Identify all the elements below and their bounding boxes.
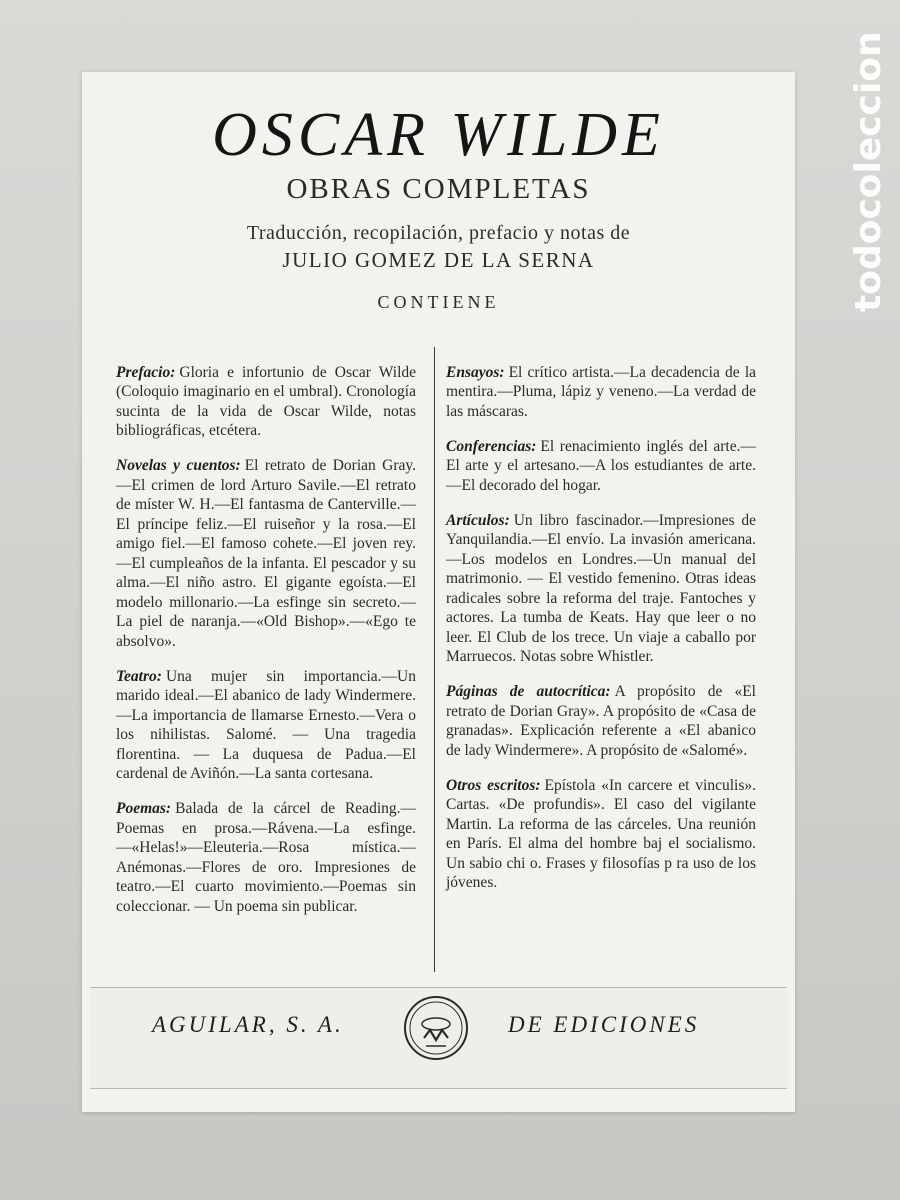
subtitle: OBRAS COMPLETAS [286, 173, 591, 205]
section-text: El crítico artista.—La decadencia de la mentira.—Pluma, lápiz y veneno.—La verdad de las máscaras. [446, 363, 756, 420]
section-heading: Teatro: [116, 667, 162, 685]
publisher-tagline: DE EDICIONES [508, 1012, 700, 1037]
page-title: OSCAR WILDE [212, 101, 665, 169]
section-text: Epístola «In carcere et vinculis». Cartas. «De profundis». El caso del vigilante Martin. La reforma de las cárceles. Una reunión en París. El alma del hombre baj el socialismo. Un sabio chi o. Frases y filosofías p ra uso de los jóvenes. [446, 776, 756, 891]
section-heading: Artículos: [446, 511, 510, 529]
catalog-sheet [82, 72, 795, 1112]
publisher-footer [90, 987, 787, 1089]
section-ensayos [446, 363, 756, 422]
section-text: Gloria e infortunio de Oscar Wilde (Coloquio imaginario en el umbral). Cronología sucinta de la vida de Oscar Wilde, notas bibliográficas, etcétera. [116, 363, 416, 439]
contents-heading: CONTIENE [377, 292, 500, 312]
section-heading: Otros escritos: [446, 776, 541, 794]
publisher-emblem-icon [402, 994, 470, 1062]
section-heading: Prefacio: [116, 363, 176, 381]
section-text: El renacimiento inglés del arte.—El arte y el artesano.—A los estudiantes de arte.—El decorado del hogar. [446, 437, 756, 494]
section-conferencias [446, 437, 756, 496]
site-watermark: todocoleccion [848, 31, 889, 312]
section-autocritica [446, 682, 756, 760]
section-heading: Conferencias: [446, 437, 537, 455]
section-text: El retrato de Dorian Gray.—El crimen de lord Arturo Savile.—El retrato de míster W. H.—El fantasma de Canterville.—El príncipe feliz.—El ruiseñor y la rosa.—El amigo fiel.—El famoso cohete.—El joven rey.—El cumpleaños de la infanta. El pescador y su alma.—El niño astro. El gigante egoísta.—El modelo millonario.—La esfinge sin secreto.—La piel de naranja.—«Old Bishop».—«Ego te absolvo». [116, 457, 416, 650]
section-novelas [116, 456, 416, 651]
section-text: A propósito de «El retrato de Dorian Gray». A propósito de «Casa de granadas». Explicación referente a «El abanico de lady Windermere». A propósito de «Salomé». [446, 683, 756, 759]
section-prefacio [116, 363, 416, 441]
section-heading: Ensayos: [446, 363, 505, 381]
section-heading: Páginas de autocrítica: [446, 683, 611, 700]
publisher-name: AGUILAR, S. A. [152, 1012, 344, 1037]
column-divider [434, 347, 435, 972]
section-heading: Novelas y cuentos: [116, 457, 241, 474]
contents-columns [116, 347, 761, 977]
translator-name: JULIO GOMEZ DE LA SERNA [282, 248, 595, 272]
section-text: Balada de la cárcel de Reading.—Poemas en prosa.—Rávena.—La esfinge.—«Helas!»—Eleuteria.—Rosa mística.—Anémonas.—Flores de oro. Impresiones de teatro.—El cuarto movimiento.—Poemas sin coleccionar. — Un poema sin publicar. [116, 800, 416, 915]
header [82, 100, 795, 314]
left-column [116, 347, 416, 922]
section-teatro [116, 667, 416, 784]
right-column [446, 347, 756, 899]
section-poemas [116, 799, 416, 916]
section-articulos [446, 511, 756, 667]
section-heading: Poemas: [116, 800, 172, 817]
section-text: Una mujer sin importancia.—Un marido ideal.—El abanico de lady Windermere.—La importancia de llamarse Ernesto.—Vera o los nihilistas. Salomé. — Una tragedia florentina. — La duquesa de Padua.—El cardenal de Aviñón.—La santa cortesana. [116, 667, 416, 782]
credit-line: Traducción, recopilación, prefacio y notas de [246, 222, 631, 244]
section-otros-escritos [446, 776, 756, 893]
section-text: Un libro fascinador.—Impresiones de Yanquilandia.—El envío. La invasión americana.—Los modelos en Londres.—Un manual del matrimonio. — El vestido femenino. Otras ideas radicales sobre la reforma del traje. Fantoches y actores. La tumba de Keats. Hay que leer o no leer. El Club de los trece. Un viaje a caballo por Marruecos. Notas sobre Whistler. [446, 511, 756, 665]
